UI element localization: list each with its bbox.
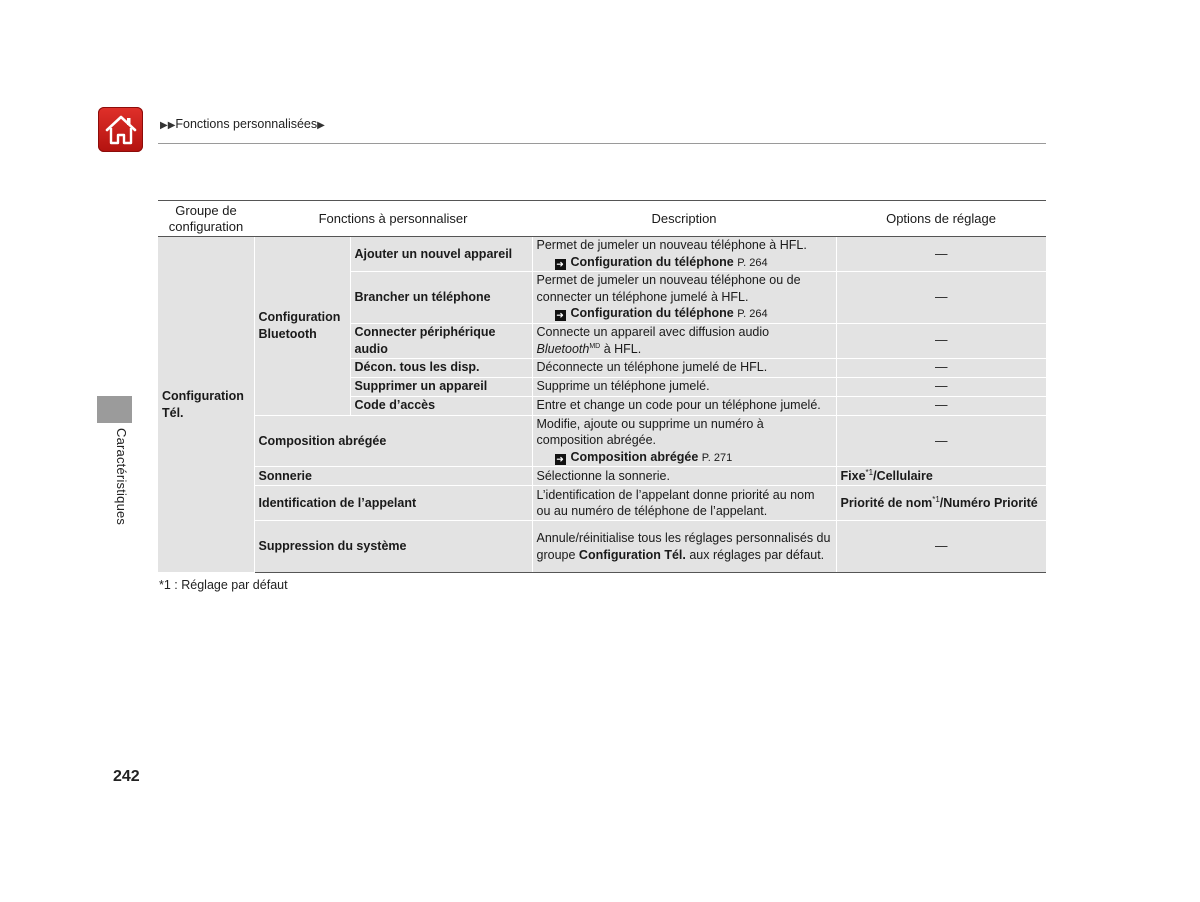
description-cell (532, 323, 836, 358)
home-button[interactable] (98, 107, 143, 152)
header-divider (158, 143, 1046, 144)
table-header-row (158, 201, 1046, 237)
option-default: Priorité de nom (840, 495, 933, 510)
description-bluetooth: Bluetooth (536, 341, 590, 356)
description-text: Annule/réinitialise tous les réglages personnalisés du groupe (536, 531, 831, 562)
description-text: Connecte un appareil avec diffusion audio (536, 325, 770, 339)
option-cell: — (836, 396, 1046, 415)
option-cell: — (836, 377, 1046, 396)
description-bold: Configuration Tél. (578, 547, 686, 562)
function-cell: Code d’accès (350, 396, 532, 415)
column-header-description: Description (532, 201, 836, 237)
trademark-mark: MD (589, 342, 601, 350)
breadcrumb-link[interactable]: Fonctions personnalisées (175, 117, 318, 131)
section-label: Caractéristiques (114, 428, 129, 526)
function-cell: Brancher un téléphone (350, 272, 532, 324)
description-text: Permet de jumeler un nouveau téléphone ou de connecter un téléphone jumelé à HFL. (536, 273, 801, 304)
function-cell: Supprimer un appareil (350, 377, 532, 396)
breadcrumb-arrow-icon: ▶ (317, 120, 325, 131)
table-row (158, 467, 1046, 486)
option-cell (836, 467, 1046, 486)
description-text: Modifie, ajoute ou supprime un numéro à composition abrégée. (536, 416, 764, 447)
description-text-end: à HFL. (600, 341, 642, 356)
footnote: *1 : Réglage par défaut (159, 578, 288, 592)
reference-page: P. 264 (737, 308, 768, 320)
table-row (158, 486, 1046, 521)
description-cell: Entre et change un code pour un téléphone jumelé. (532, 396, 836, 415)
reference-title: Configuration du téléphone (570, 254, 734, 269)
option-cell: — (836, 415, 1046, 467)
function-cell: Composition abrégée (254, 415, 532, 467)
column-header-options: Options de réglage (836, 201, 1046, 237)
function-cell: Suppression du système (254, 521, 532, 573)
description-cell: Déconnecte un téléphone jumelé de HFL. (532, 358, 836, 377)
description-cell (532, 272, 836, 324)
description-cell: Supprime un téléphone jumelé. (532, 377, 836, 396)
column-header-group: Groupe de configuration (158, 201, 254, 237)
description-text-end: aux réglages par défaut. (685, 547, 825, 562)
section-tab[interactable] (97, 396, 132, 423)
cross-reference[interactable] (537, 449, 832, 467)
option-cell (836, 486, 1046, 521)
function-cell: Sonnerie (254, 467, 532, 486)
function-cell: Décon. tous les disp. (350, 358, 532, 377)
settings-table (158, 200, 1046, 573)
option-default: Fixe (840, 468, 866, 483)
column-header-function: Fonctions à personnaliser (254, 201, 532, 237)
reference-title: Composition abrégée (570, 449, 699, 464)
reference-page: P. 271 (701, 451, 733, 464)
function-cell: Ajouter un nouvel appareil (350, 237, 532, 272)
reference-title: Configuration du téléphone (570, 306, 734, 320)
function-cell: Connecter périphérique audio (350, 323, 532, 358)
page-number: 242 (113, 768, 140, 785)
cross-reference[interactable] (537, 305, 832, 323)
footnote-mark: *1 (865, 467, 874, 477)
subgroup-cell: Configuration Bluetooth (254, 237, 350, 416)
reference-arrow-icon: ➜ (556, 310, 564, 320)
description-cell (532, 521, 836, 573)
option-alternative: /Cellulaire (873, 468, 933, 483)
description-text: Permet de jumeler un nouveau téléphone à HFL. (536, 238, 807, 252)
reference-arrow-icon: ➜ (556, 258, 564, 269)
description-cell: Sélectionne la sonnerie. (532, 467, 836, 486)
option-cell: — (836, 358, 1046, 377)
breadcrumb[interactable] (160, 117, 325, 131)
table-row (158, 521, 1046, 573)
option-cell: — (836, 323, 1046, 358)
home-icon (104, 114, 138, 146)
footnote-mark: *1 (932, 494, 940, 504)
reference-arrow-icon: ➜ (556, 453, 564, 464)
option-cell: — (836, 237, 1046, 272)
table-row (158, 415, 1046, 467)
breadcrumb-arrows-icon: ▶▶ (160, 120, 176, 131)
option-alternative: /Numéro Priorité (939, 495, 1038, 510)
cross-reference[interactable] (537, 254, 832, 272)
option-cell: — (836, 521, 1046, 573)
function-cell: Identification de l’appelant (254, 486, 532, 521)
reference-page: P. 264 (737, 256, 768, 269)
table-row (158, 237, 1046, 272)
description-cell (532, 237, 836, 272)
description-cell (532, 415, 836, 467)
group-cell: Configuration Tél. (158, 237, 254, 573)
description-cell: L’identification de l’appelant donne priorité au nom ou au numéro de téléphone de l’appelant. (532, 486, 836, 521)
option-cell: — (836, 272, 1046, 324)
